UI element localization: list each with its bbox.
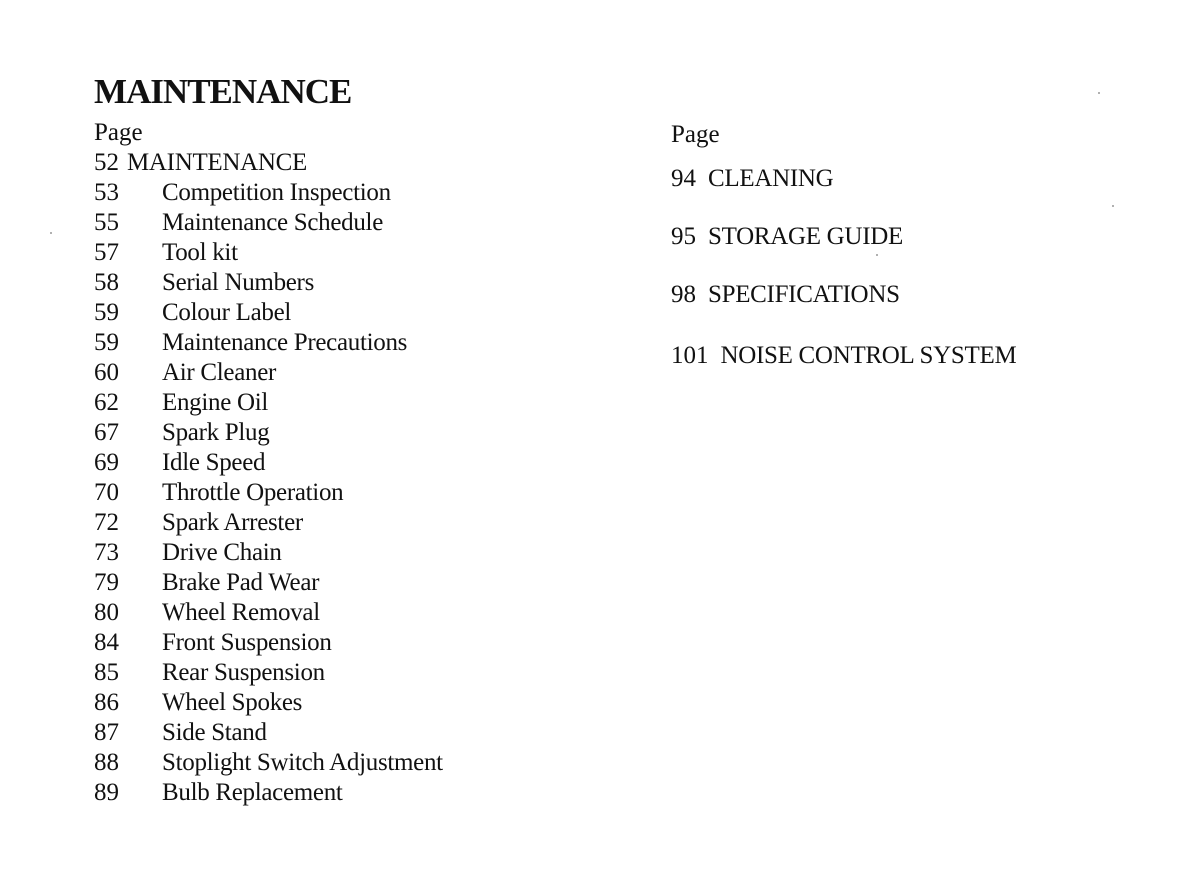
toc-page-number: 84: [94, 629, 119, 656]
toc-entry: [94, 718, 614, 748]
scan-speck: [876, 254, 878, 256]
toc-entry: [94, 748, 614, 778]
toc-page-number: 85: [94, 659, 119, 686]
toc-entry: [94, 568, 614, 598]
toc-entry-list: [94, 178, 614, 808]
toc-page-number: 62: [94, 389, 119, 416]
cropped-previous-line: [0, 0, 1200, 4]
toc-entry: [94, 388, 614, 418]
toc-section-entry: [671, 164, 833, 194]
toc-entry-title: Rear Suspension: [162, 659, 325, 686]
toc-entry: [94, 448, 614, 478]
toc-entry: [94, 208, 614, 238]
toc-entry-title: Bulb Replacement: [162, 779, 343, 806]
toc-entry-title: Front Suspension: [162, 629, 332, 656]
section-heading: MAINTENANCE: [94, 72, 352, 111]
toc-page-number: 69: [94, 449, 119, 476]
toc-entry: [94, 628, 614, 658]
page-column-label: Page: [94, 119, 143, 146]
toc-section-title: STORAGE GUIDE: [708, 223, 903, 250]
toc-entry: [94, 298, 614, 328]
toc-entry-title: Drive Chain: [162, 539, 282, 566]
toc-section-entry: [94, 148, 614, 178]
toc-section-title: MAINTENANCE: [127, 149, 308, 176]
toc-section-title: CLEANING: [708, 165, 834, 192]
toc-page-number: 72: [94, 509, 119, 536]
toc-entry: [94, 778, 614, 808]
toc-entry-title: Serial Numbers: [162, 269, 315, 296]
toc-entry-title: Maintenance Precautions: [162, 329, 408, 356]
toc-page-number: 60: [94, 359, 119, 386]
toc-entry-title: Tool kit: [162, 239, 238, 266]
toc-entry: [94, 238, 614, 268]
toc-page-number: 59: [94, 299, 119, 326]
toc-page-number: 86: [94, 689, 119, 716]
toc-entry-title: Air Cleaner: [162, 359, 277, 386]
toc-entry-title: Maintenance Schedule: [162, 209, 383, 236]
toc-page-number: 55: [94, 209, 119, 236]
toc-entry: [94, 178, 614, 208]
toc-page-number: 87: [94, 719, 119, 746]
toc-entry-title: Wheel Spokes: [162, 689, 303, 716]
toc-page-number: 80: [94, 599, 119, 626]
toc-section-entry: [671, 280, 900, 310]
toc-entry-title: Spark Arrester: [162, 509, 303, 536]
scan-speck: [1098, 92, 1100, 94]
toc-page-number: 58: [94, 269, 119, 296]
toc-entry-title: Spark Plug: [162, 419, 270, 446]
toc-entry-title: Idle Speed: [162, 449, 266, 476]
scan-speck: [1112, 205, 1114, 207]
toc-entry-title: Competition Inspection: [162, 179, 391, 206]
toc-entry-title: Throttle Operation: [162, 479, 344, 506]
toc-page-number: 67: [94, 419, 119, 446]
toc-page-number: 89: [94, 779, 119, 806]
toc-page-number: 94: [671, 165, 696, 192]
toc-page-number: 95: [671, 223, 696, 250]
toc-entry: [94, 268, 614, 298]
toc-section-entry: [671, 341, 1016, 371]
toc-section-title: SPECIFICATIONS: [708, 281, 900, 308]
toc-page-number: 70: [94, 479, 119, 506]
toc-section-title: NOISE CONTROL SYSTEM: [720, 342, 1017, 369]
toc-entry: [94, 538, 614, 568]
toc-page-number: 101: [671, 342, 709, 369]
toc-page-number: 52: [94, 149, 119, 176]
toc-entry-title: Wheel Removal: [162, 599, 320, 626]
toc-entry: [94, 658, 614, 688]
toc-page-number: 79: [94, 569, 119, 596]
toc-page-number: 57: [94, 239, 119, 266]
toc-entry-title: Side Stand: [162, 719, 267, 746]
toc-page-number: 53: [94, 179, 119, 206]
toc-page-number: 59: [94, 329, 119, 356]
toc-page-number: 98: [671, 281, 696, 308]
toc-page-number: 88: [94, 749, 119, 776]
toc-entry-title: Brake Pad Wear: [162, 569, 320, 596]
toc-entry: [94, 598, 614, 628]
toc-entry: [94, 508, 614, 538]
toc-section-entry: [671, 222, 903, 252]
page-column-label: Page: [671, 121, 720, 148]
toc-entry: [94, 358, 614, 388]
toc-entry: [94, 418, 614, 448]
toc-entry-title: Stoplight Switch Adjustment: [162, 749, 443, 776]
toc-page-number: 73: [94, 539, 119, 566]
toc-left-column: [94, 118, 614, 808]
scan-speck: [50, 232, 52, 234]
toc-entry-title: Engine Oil: [162, 389, 269, 416]
toc-entry: [94, 478, 614, 508]
toc-right-column: [671, 120, 1151, 369]
toc-entry-title: Colour Label: [162, 299, 292, 326]
toc-entry: [94, 328, 614, 358]
toc-entry: [94, 688, 614, 718]
